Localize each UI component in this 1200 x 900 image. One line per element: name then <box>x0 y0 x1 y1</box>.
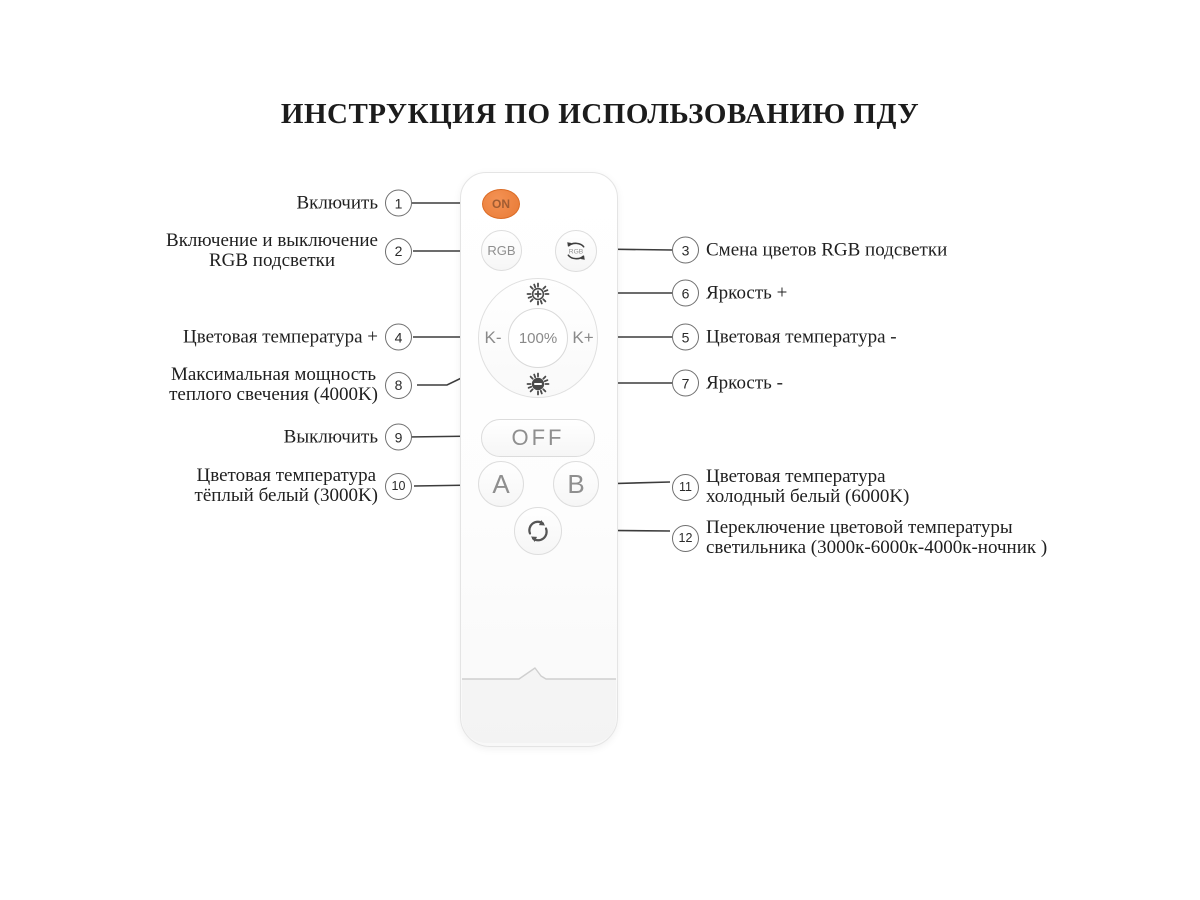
callout-number-12: 12 <box>672 525 699 552</box>
callout-rgb-cycle <box>672 237 947 264</box>
sun-minus-icon <box>526 372 550 396</box>
callout-label: Цветовая температура + <box>183 326 378 347</box>
callout-label: Включить <box>296 192 378 213</box>
callout-label: Переключение цветовой температуры светильника (3000к-6000к-4000к-ночник ) <box>706 517 1048 558</box>
brightness-up-button[interactable] <box>526 282 550 306</box>
callout-number-4: 4 <box>385 324 412 351</box>
callout-max-power <box>169 365 412 405</box>
callout-label: Яркость + <box>706 282 788 303</box>
callout-number-3: 3 <box>672 237 699 264</box>
page-title: ИНСТРУКЦИЯ ПО ИСПОЛЬЗОВАНИЮ ПДУ <box>280 98 920 130</box>
sun-plus-icon <box>526 282 550 306</box>
callout-label: Включение и выключение RGB подсветки <box>166 230 378 271</box>
callout-number-2: 2 <box>385 238 412 265</box>
callout-brightness-minus <box>672 370 783 397</box>
callout-label: Цветовая температура - <box>706 326 897 347</box>
callout-cold-white <box>672 467 909 507</box>
rgb-color-cycle-button[interactable] <box>555 230 597 272</box>
rgb-toggle-button[interactable]: RGB <box>481 230 522 271</box>
max-power-button[interactable]: 100% <box>508 308 568 368</box>
callout-label: Максимальная мощность теплого свечения (4000K) <box>169 364 378 405</box>
cycle-arrows-icon <box>523 516 553 546</box>
cold-white-b-button[interactable]: B <box>553 461 599 507</box>
callout-number-7: 7 <box>672 370 699 397</box>
k-minus-button[interactable]: K- <box>484 328 502 347</box>
callout-label: Смена цветов RGB подсветки <box>706 239 948 260</box>
cycle-arrows-icon <box>562 231 590 271</box>
callout-temp-plus <box>183 324 412 351</box>
callout-power-on <box>296 190 412 217</box>
temperature-cycle-button[interactable] <box>514 507 562 555</box>
callout-number-8: 8 <box>385 372 412 399</box>
callout-number-9: 9 <box>385 424 412 451</box>
callout-brightness-plus <box>672 280 787 307</box>
callout-number-6: 6 <box>672 280 699 307</box>
callout-rgb-toggle <box>166 231 412 271</box>
callout-number-5: 5 <box>672 324 699 351</box>
k-plus-button[interactable]: K+ <box>572 328 594 347</box>
callout-number-11: 11 <box>672 474 699 501</box>
callout-number-1: 1 <box>385 190 412 217</box>
remote-control <box>460 172 618 747</box>
callout-temp-cycle <box>672 518 1047 558</box>
callout-power-off <box>284 424 412 451</box>
callout-temp-minus <box>672 324 897 351</box>
warm-white-a-button[interactable]: A <box>478 461 524 507</box>
callout-number-10: 10 <box>385 473 412 500</box>
callout-label: Цветовая температура тёплый белый (3000K) <box>194 465 378 506</box>
on-button[interactable]: ON <box>482 189 520 219</box>
callout-warm-white <box>195 466 412 506</box>
callout-label: Яркость - <box>706 372 783 393</box>
callout-label: Выключить <box>283 426 378 447</box>
brightness-down-button[interactable] <box>526 372 550 396</box>
off-button[interactable]: OFF <box>481 419 595 457</box>
callout-label: Цветовая температура холодный белый (6000K) <box>706 466 910 507</box>
rgb-cycle-label: RGB <box>568 248 584 256</box>
